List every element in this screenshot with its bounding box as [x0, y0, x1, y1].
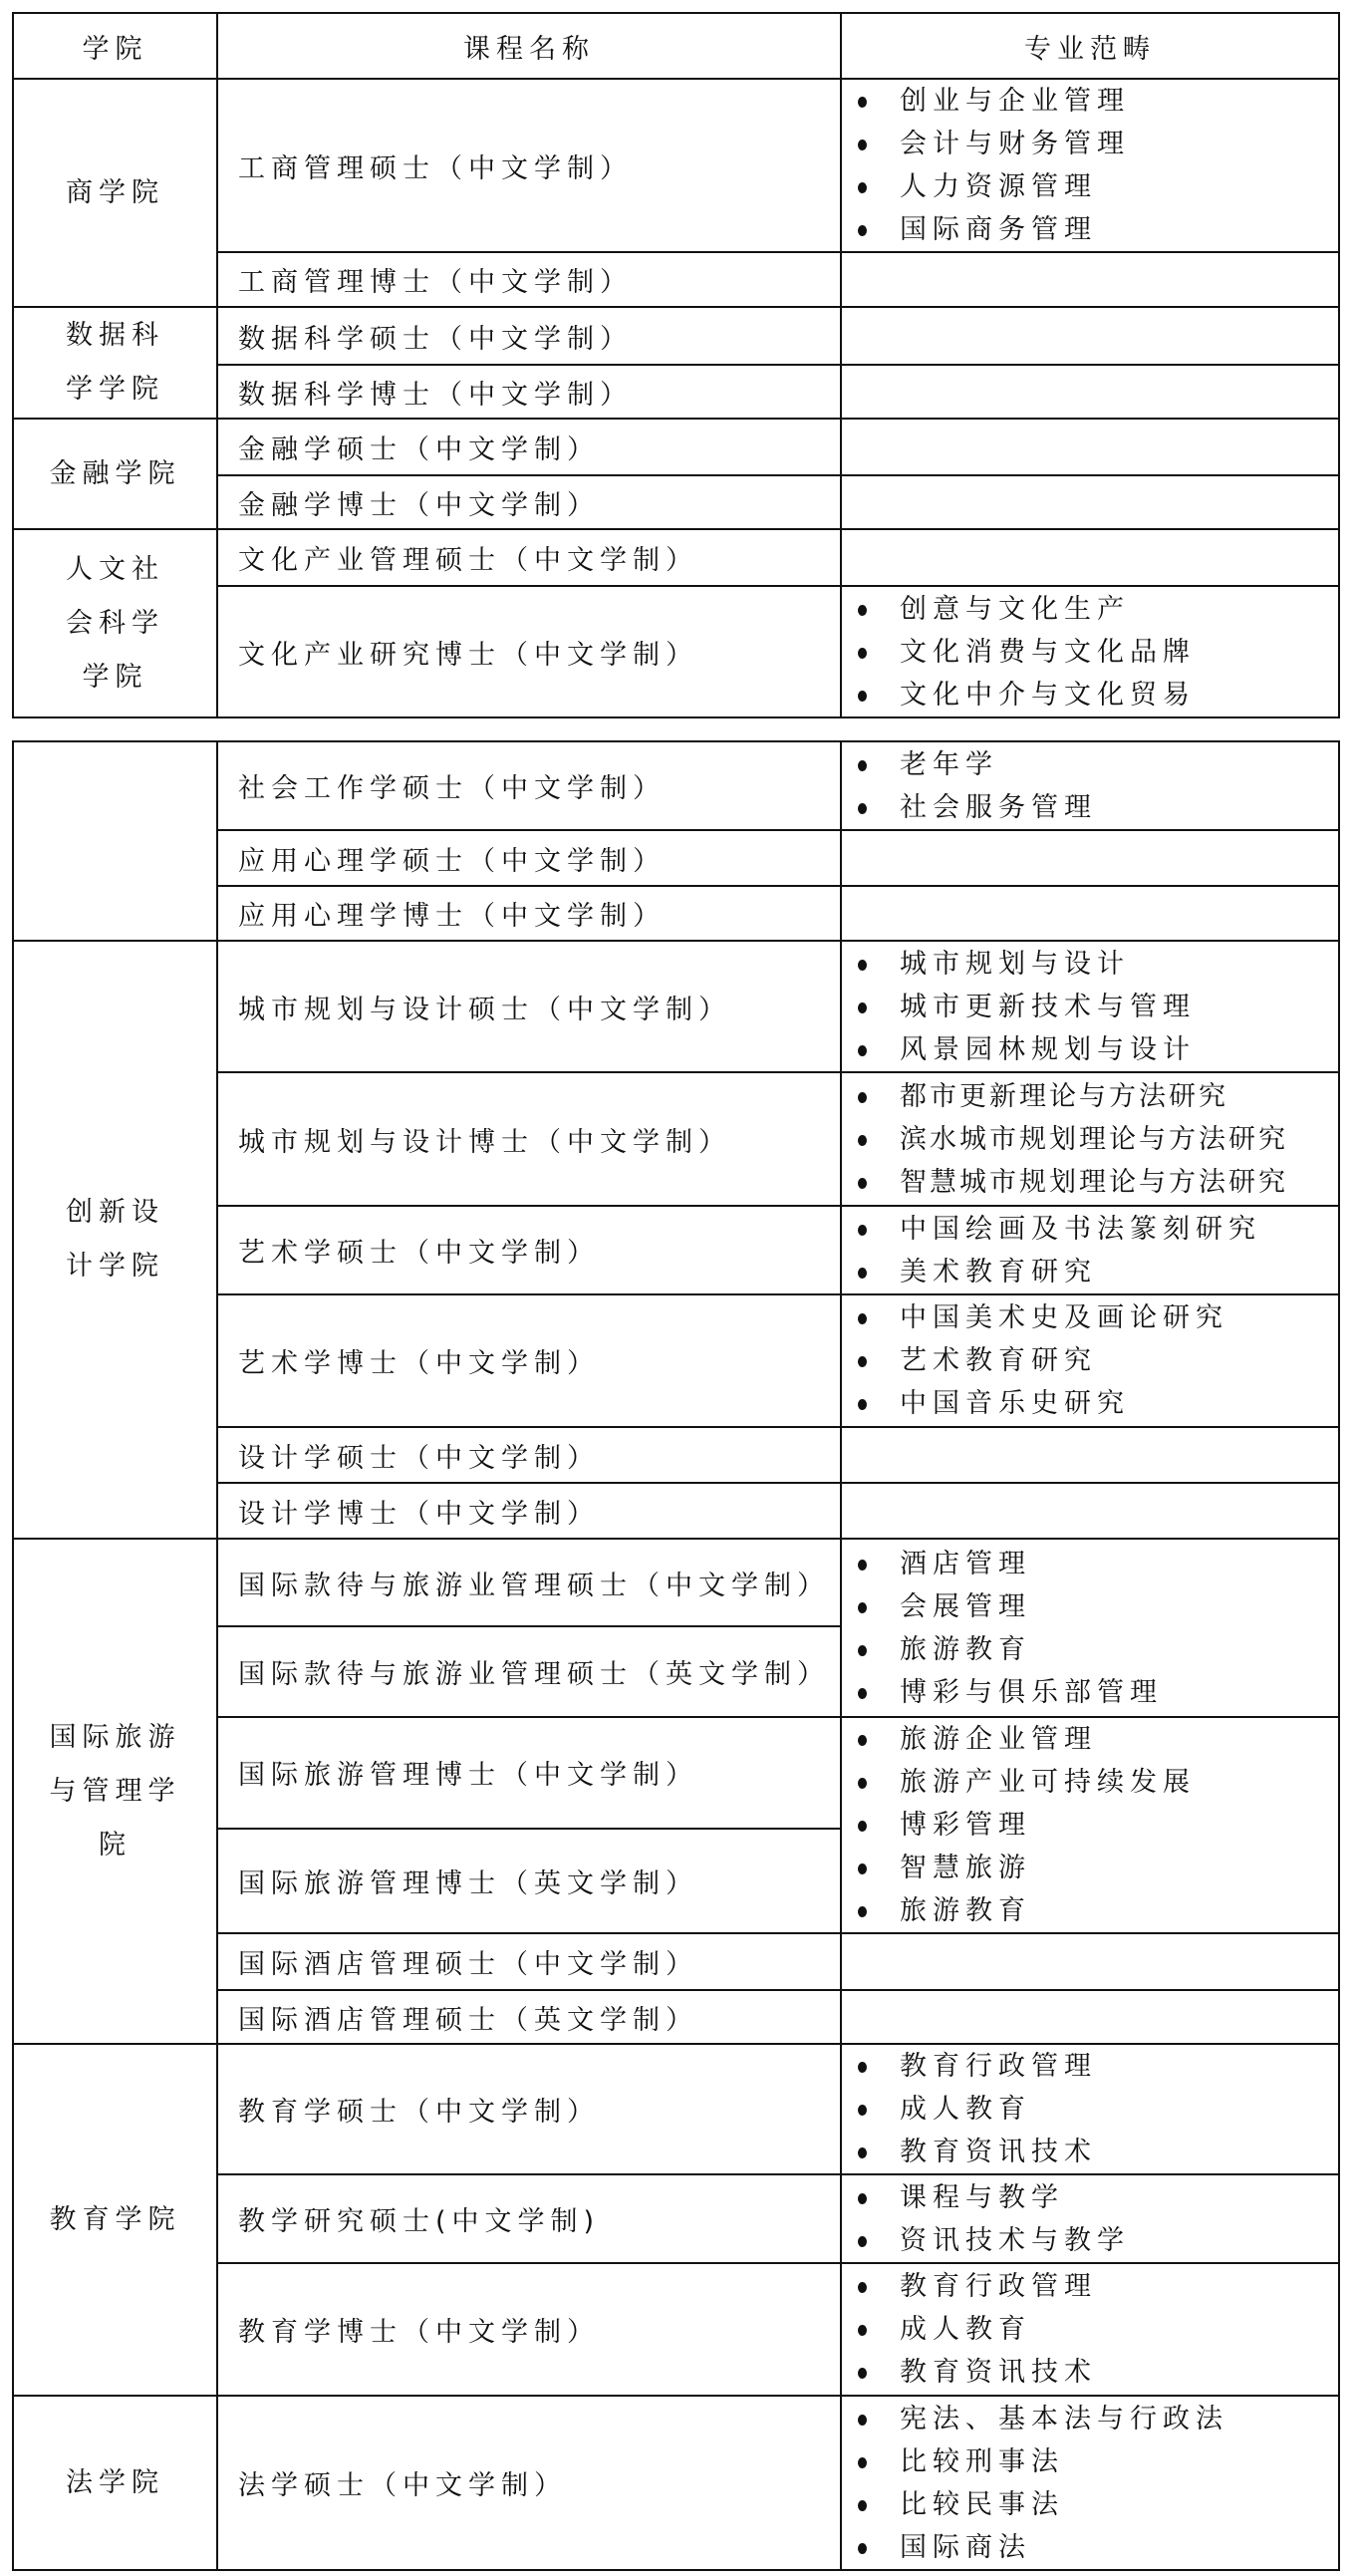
spec-cell — [841, 2174, 1339, 2263]
spec-item: 比较刑事法 — [856, 2440, 1338, 2483]
course-cell: 国际款待与旅游业管理硕士（中文学制） — [217, 1539, 841, 1626]
spec-item: 老年学 — [856, 743, 1338, 786]
header-specialization: 专业范畴 — [841, 13, 1339, 79]
course-cell: 国际款待与旅游业管理硕士（英文学制） — [217, 1626, 841, 1717]
spec-item: 会展管理 — [856, 1585, 1338, 1628]
spec-item: 人力资源管理 — [856, 165, 1338, 208]
spec-item: 社会服务管理 — [856, 786, 1338, 829]
programs-table-part2 — [12, 740, 1340, 2571]
spec-cell — [841, 419, 1339, 475]
spec-item: 课程与教学 — [856, 2176, 1338, 2219]
table-row — [13, 1539, 1339, 1626]
spec-item: 美术教育研究 — [856, 1251, 1338, 1293]
spec-item: 教育资讯技术 — [856, 2131, 1338, 2173]
spec-cell — [841, 1539, 1339, 1717]
course-cell: 艺术学博士（中文学制） — [217, 1294, 841, 1427]
spec-cell — [841, 886, 1339, 941]
course-cell: 应用心理学硕士（中文学制） — [217, 830, 841, 886]
college-cell — [13, 941, 217, 1539]
college-cell: 金融学院 — [13, 419, 217, 529]
spec-item: 创业与企业管理 — [856, 80, 1338, 123]
course-cell: 国际酒店管理硕士（中文学制） — [217, 1933, 841, 1990]
course-cell: 社会工作学硕士（中文学制） — [217, 741, 841, 830]
spec-item: 旅游教育 — [856, 1889, 1338, 1932]
spec-item: 国际商务管理 — [856, 208, 1338, 251]
spec-item: 旅游教育 — [856, 1628, 1338, 1671]
spec-item: 成人教育 — [856, 2088, 1338, 2131]
spec-cell — [841, 2044, 1339, 2174]
college-cell: 法学院 — [13, 2396, 217, 2570]
college-name: 数据科学学院 — [66, 320, 164, 405]
spec-item: 博彩管理 — [856, 1804, 1338, 1847]
spec-item: 城市更新技术与管理 — [856, 986, 1338, 1028]
course-cell: 工商管理硕士（中文学制） — [217, 79, 841, 252]
spec-item: 会计与财务管理 — [856, 123, 1338, 165]
spec-item: 旅游产业可持续发展 — [856, 1761, 1338, 1804]
college-name: 国际旅游与管理学院 — [49, 1721, 181, 1860]
spec-item: 成人教育 — [856, 2308, 1338, 2351]
college-cell — [13, 1539, 217, 2044]
course-cell: 法学硕士（中文学制） — [217, 2396, 841, 2570]
spec-item: 教育资讯技术 — [856, 2351, 1338, 2394]
table-row — [13, 307, 1339, 365]
spec-cell — [841, 1427, 1339, 1483]
course-cell: 金融学博士（中文学制） — [217, 475, 841, 529]
spec-item: 智慧城市规划理论与方法研究 — [856, 1161, 1338, 1204]
spec-item: 文化中介与文化贸易 — [856, 674, 1338, 716]
course-cell: 艺术学硕士（中文学制） — [217, 1206, 841, 1294]
spec-item: 资讯技术与教学 — [856, 2219, 1338, 2262]
spec-cell — [841, 1990, 1339, 2044]
college-cell: 教育学院 — [13, 2044, 217, 2396]
spec-cell — [841, 830, 1339, 886]
programs-table-part1 — [12, 12, 1340, 718]
spec-item: 博彩与俱乐部管理 — [856, 1671, 1338, 1714]
spec-cell — [841, 741, 1339, 830]
spec-cell — [841, 475, 1339, 529]
course-cell: 文化产业管理硕士（中文学制） — [217, 529, 841, 586]
course-cell: 设计学博士（中文学制） — [217, 1483, 841, 1539]
course-cell: 数据科学博士（中文学制） — [217, 365, 841, 419]
course-cell: 数据科学硕士（中文学制） — [217, 307, 841, 365]
spec-item: 宪法、基本法与行政法 — [856, 2398, 1338, 2440]
spec-cell — [841, 365, 1339, 419]
spec-item: 创意与文化生产 — [856, 588, 1338, 631]
spec-cell — [841, 1933, 1339, 1990]
table-row — [13, 941, 1339, 1072]
spec-cell — [841, 1294, 1339, 1427]
table-row — [13, 2396, 1339, 2570]
spec-cell — [841, 941, 1339, 1072]
course-cell: 教育学硕士（中文学制） — [217, 2044, 841, 2174]
spec-item: 艺术教育研究 — [856, 1339, 1338, 1382]
course-cell: 国际旅游管理博士（中文学制） — [217, 1717, 841, 1829]
course-cell: 金融学硕士（中文学制） — [217, 419, 841, 475]
spec-item: 城市规划与设计 — [856, 943, 1338, 986]
spec-item: 比较民事法 — [856, 2483, 1338, 2526]
spec-cell — [841, 2263, 1339, 2396]
table-row — [13, 741, 1339, 830]
spec-item: 中国美术史及画论研究 — [856, 1296, 1338, 1339]
spec-cell — [841, 1483, 1339, 1539]
spec-cell — [841, 529, 1339, 586]
spec-cell — [841, 586, 1339, 717]
spec-cell — [841, 79, 1339, 252]
course-cell: 城市规划与设计博士（中文学制） — [217, 1072, 841, 1206]
spec-cell — [841, 252, 1339, 307]
spec-item: 文化消费与文化品牌 — [856, 631, 1338, 674]
spec-item: 教育行政管理 — [856, 2265, 1338, 2308]
header-row — [13, 13, 1339, 79]
course-cell: 国际酒店管理硕士（英文学制） — [217, 1990, 841, 2044]
spec-item: 滨水城市规划理论与方法研究 — [856, 1118, 1338, 1161]
spec-item: 教育行政管理 — [856, 2045, 1338, 2088]
course-cell: 国际旅游管理博士（英文学制） — [217, 1829, 841, 1934]
college-name: 人文社会科学学院 — [66, 553, 164, 693]
college-cell: 商学院 — [13, 79, 217, 307]
spec-item: 旅游企业管理 — [856, 1718, 1338, 1761]
spec-cell — [841, 1206, 1339, 1294]
college-name: 创新设计学院 — [66, 1197, 164, 1282]
spec-cell — [841, 307, 1339, 365]
spec-cell — [841, 2396, 1339, 2570]
course-cell: 城市规划与设计硕士（中文学制） — [217, 941, 841, 1072]
spec-item: 智慧旅游 — [856, 1847, 1338, 1889]
spec-item: 风景园林规划与设计 — [856, 1028, 1338, 1071]
spec-item: 酒店管理 — [856, 1543, 1338, 1585]
spec-item: 中国绘画及书法篆刻研究 — [856, 1208, 1338, 1251]
course-cell: 应用心理学博士（中文学制） — [217, 886, 841, 941]
header-course: 课程名称 — [217, 13, 841, 79]
table-row — [13, 529, 1339, 586]
table-row — [13, 79, 1339, 252]
college-cell — [13, 741, 217, 941]
course-cell: 设计学硕士（中文学制） — [217, 1427, 841, 1483]
spec-item: 中国音乐史研究 — [856, 1382, 1338, 1425]
course-cell: 教育学博士（中文学制） — [217, 2263, 841, 2396]
course-cell: 文化产业研究博士（中文学制） — [217, 586, 841, 717]
spec-item: 国际商法 — [856, 2526, 1338, 2569]
table-row — [13, 2044, 1339, 2174]
spec-cell — [841, 1072, 1339, 1206]
course-cell: 教学研究硕士(中文学制) — [217, 2174, 841, 2263]
college-cell — [13, 529, 217, 717]
spec-cell — [841, 1717, 1339, 1933]
table-row — [13, 419, 1339, 475]
spec-item: 都市更新理论与方法研究 — [856, 1075, 1338, 1118]
college-cell — [13, 307, 217, 419]
header-college: 学院 — [13, 13, 217, 79]
course-cell: 工商管理博士（中文学制） — [217, 252, 841, 307]
